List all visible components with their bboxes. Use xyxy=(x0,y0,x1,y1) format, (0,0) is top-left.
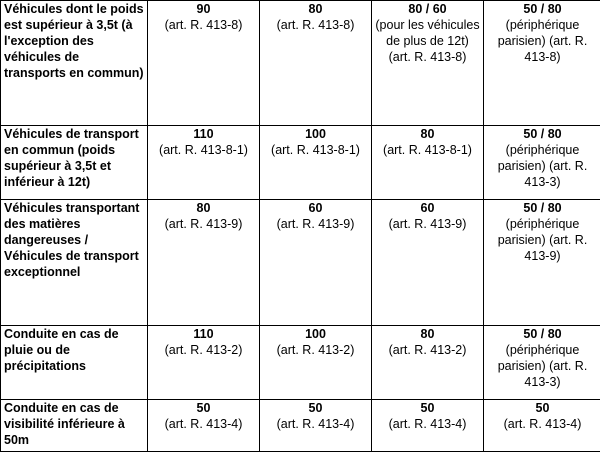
table-cell xyxy=(484,200,600,326)
speed-limit-value: 80 / 60 xyxy=(408,2,447,16)
row-label-rain: Conduite en cas de pluie ou de précipitations xyxy=(1,326,148,400)
article-reference: (art. R. 413-9) xyxy=(164,217,243,232)
table-cell xyxy=(148,1,260,126)
speed-limit-value: 50 / 80 xyxy=(523,201,562,215)
table-cell xyxy=(484,326,600,400)
speed-limit-value: 110 xyxy=(193,327,214,341)
table-cell xyxy=(372,326,484,400)
article-reference: (art. R. 413-2) xyxy=(388,343,467,358)
table-row xyxy=(1,1,600,126)
speed-limit-value: 50 xyxy=(196,401,211,415)
table-cell xyxy=(372,1,484,126)
article-reference: (art. R. 413-8) xyxy=(276,18,355,33)
article-reference: (art. R. 413-9) xyxy=(388,217,467,232)
article-reference: (art. R. 413-9) xyxy=(276,217,355,232)
table-cell xyxy=(372,200,484,326)
row-label-dangerous-goods: Véhicules transportant des matières dangereuses / Véhicules de transport exceptionnel xyxy=(1,200,148,326)
table-cell xyxy=(484,126,600,200)
table-cell xyxy=(260,1,372,126)
speed-limit-value: 90 xyxy=(196,2,211,16)
row-label-heavy-vehicles: Véhicules dont le poids est supérieur à 3,5t (à l'exception des véhicules de transports en commun) xyxy=(1,1,148,126)
article-reference: (art. R. 413-8-1) xyxy=(271,143,360,158)
speed-limit-value: 50 / 80 xyxy=(523,327,562,341)
table-cell xyxy=(484,400,600,452)
table-cell xyxy=(260,200,372,326)
table-row xyxy=(1,126,600,200)
article-reference: (art. R. 413-4) xyxy=(164,417,243,432)
article-reference: (art. R. 413-4) xyxy=(276,417,355,432)
table-cell xyxy=(148,200,260,326)
speed-limit-value: 50 xyxy=(420,401,435,415)
speed-limit-value: 100 xyxy=(305,127,326,141)
article-reference: (art. R. 413-2) xyxy=(164,343,243,358)
article-reference: (art. R. 413-4) xyxy=(503,417,582,432)
article-reference: (périphérique parisien) (art. R. 413-3) xyxy=(497,343,588,390)
table-cell xyxy=(260,400,372,452)
table-cell xyxy=(260,126,372,200)
speed-limit-value: 50 / 80 xyxy=(523,2,562,16)
article-reference: (périphérique parisien) (art. R. 413-8) xyxy=(497,18,588,65)
article-reference: (art. R. 413-2) xyxy=(276,343,355,358)
row-label-low-visibility: Conduite en cas de visibilité inférieure à 50m xyxy=(1,400,148,452)
table-cell xyxy=(148,126,260,200)
article-reference: (art. R. 413-4) xyxy=(388,417,467,432)
speed-limit-value: 80 xyxy=(420,327,435,341)
table-cell xyxy=(484,1,600,126)
table-row xyxy=(1,326,600,400)
speed-limit-value: 80 xyxy=(420,127,435,141)
speed-limit-value: 110 xyxy=(193,127,214,141)
speed-limit-value: 60 xyxy=(308,201,323,215)
article-reference: (pour les véhicules de plus de 12t) (art. R. 413-8) xyxy=(375,18,480,65)
speed-limit-value: 50 xyxy=(535,401,550,415)
article-reference: (art. R. 413-8-1) xyxy=(159,143,248,158)
speed-limit-value: 60 xyxy=(420,201,435,215)
article-reference: (périphérique parisien) (art. R. 413-3) xyxy=(497,143,588,190)
table-cell xyxy=(260,326,372,400)
table-cell xyxy=(148,326,260,400)
table-row xyxy=(1,400,600,452)
speed-limit-value: 80 xyxy=(196,201,211,215)
article-reference: (art. R. 413-8-1) xyxy=(383,143,472,158)
speed-limit-value: 80 xyxy=(308,2,323,16)
row-label-public-transport: Véhicules de transport en commun (poids supérieur à 3,5t et inférieur à 12t) xyxy=(1,126,148,200)
table-cell xyxy=(372,126,484,200)
speed-limit-value: 50 / 80 xyxy=(523,127,562,141)
table-cell xyxy=(148,400,260,452)
article-reference: (art. R. 413-8) xyxy=(164,18,243,33)
speed-limit-value: 100 xyxy=(305,327,326,341)
table-row xyxy=(1,200,600,326)
article-reference: (périphérique parisien) (art. R. 413-9) xyxy=(497,217,588,264)
table-cell xyxy=(372,400,484,452)
speed-limit-value: 50 xyxy=(308,401,323,415)
